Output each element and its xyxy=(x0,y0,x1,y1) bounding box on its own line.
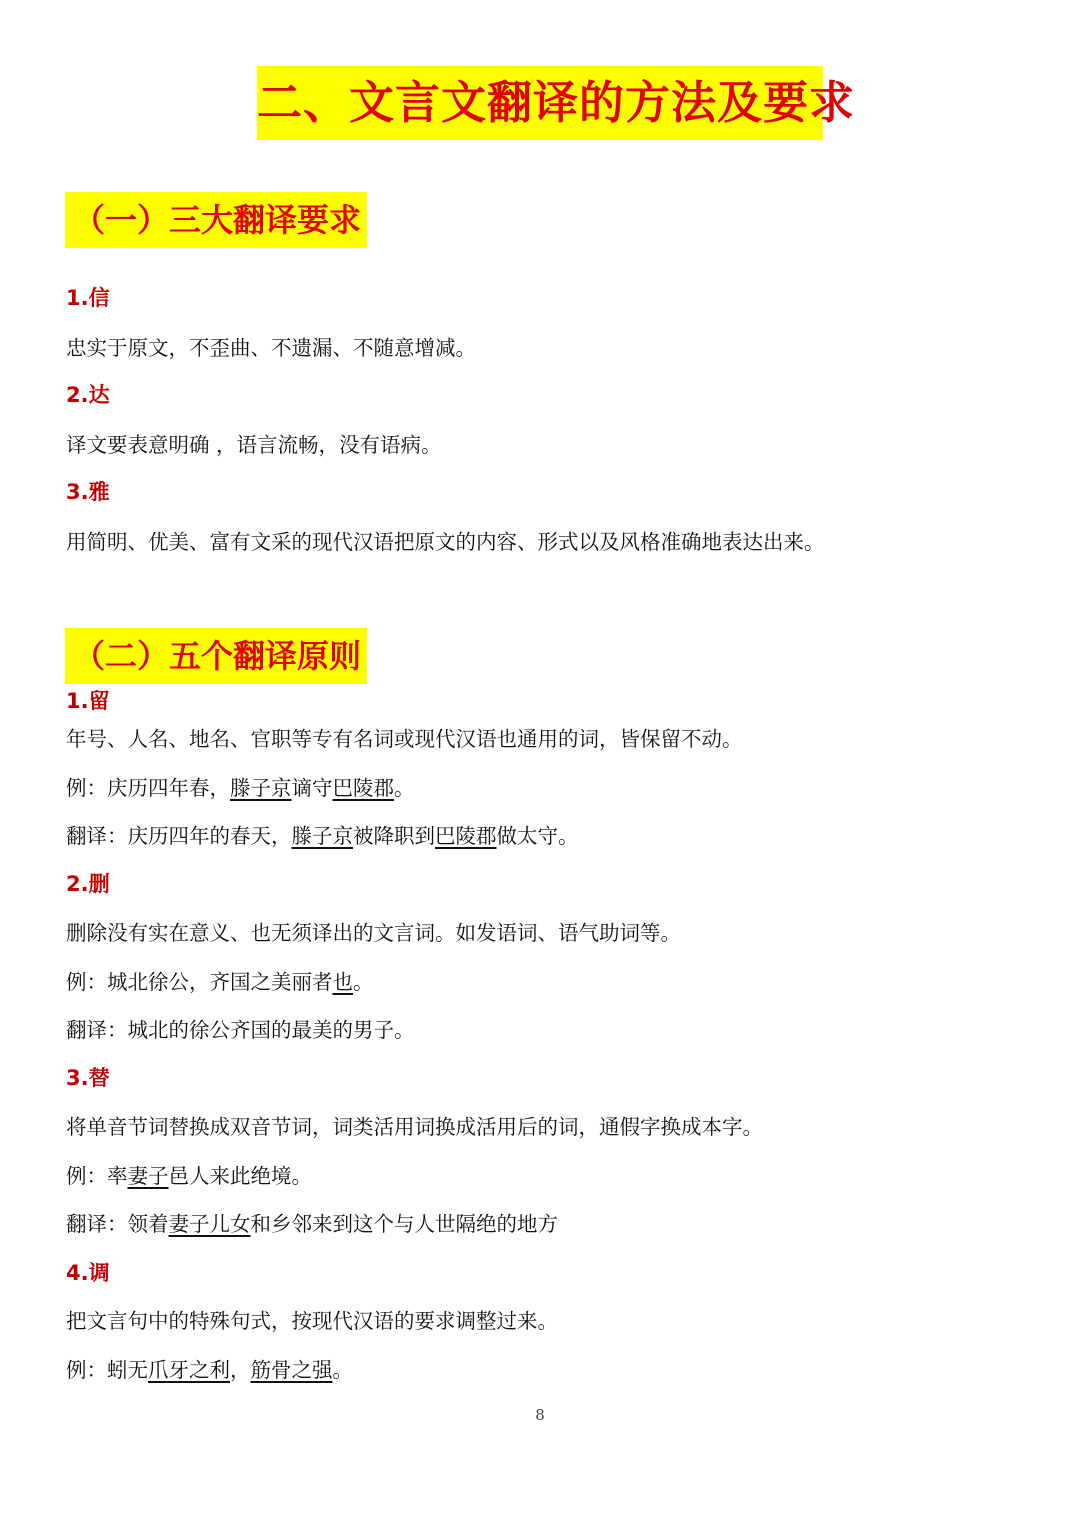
item-title-shan: 2.删 xyxy=(66,872,110,896)
item-text-da: 译文要表意明确 ，语言流畅，没有语病。 xyxy=(66,433,442,457)
item-desc-ti: 将单音节词替换成双音节词，词类活用词换成活用后的词，通假字换成本字。 xyxy=(66,1115,763,1139)
example-shan: 例：城北徐公，齐国之美丽者也。 xyxy=(66,970,374,994)
item-title-liu: 1.留 xyxy=(66,689,110,713)
example-ti: 例：率妻子邑人来此绝境。 xyxy=(66,1164,312,1188)
item-title-xin: 1.信 xyxy=(66,286,110,310)
translation-liu: 翻译：庆历四年的春天，滕子京被降职到巴陵郡做太守。 xyxy=(66,824,579,848)
item-title-tiao: 4.调 xyxy=(66,1261,110,1285)
item-desc-liu: 年号、人名、地名、官职等专有名词或现代汉语也通用的词，皆保留不动。 xyxy=(66,727,743,751)
example-tiao: 例：蚓无爪牙之利，筋骨之强。 xyxy=(66,1358,353,1382)
item-text-ya: 用简明、优美、富有文采的现代汉语把原文的内容、形式以及风格准确地表达出来。 xyxy=(66,530,825,554)
item-desc-shan: 删除没有实在意义、也无须译出的文言词。如发语词、语气助词等。 xyxy=(66,921,681,945)
item-text-xin: 忠实于原文，不歪曲、不遗漏、不随意增减。 xyxy=(66,336,476,360)
translation-shan: 翻译：城北的徐公齐国的最美的男子。 xyxy=(66,1018,415,1042)
item-title-ya: 3.雅 xyxy=(66,480,110,504)
item-desc-tiao: 把文言句中的特殊句式，按现代汉语的要求调整过来。 xyxy=(66,1309,558,1333)
section-heading-principles: （二）五个翻译原则 xyxy=(65,628,367,684)
page-number: 8 xyxy=(535,1406,545,1424)
item-title-ti: 3.替 xyxy=(66,1066,110,1090)
example-liu: 例：庆历四年春，滕子京谪守巴陵郡。 xyxy=(66,776,415,800)
translation-ti: 翻译：领着妻子儿女和乡邻来到这个与人世隔绝的地方 xyxy=(66,1212,558,1236)
page-title: 二、文言文翻译的方法及要求 xyxy=(257,66,823,140)
item-title-da: 2.达 xyxy=(66,383,110,407)
section-heading-requirements: （一）三大翻译要求 xyxy=(65,192,367,248)
